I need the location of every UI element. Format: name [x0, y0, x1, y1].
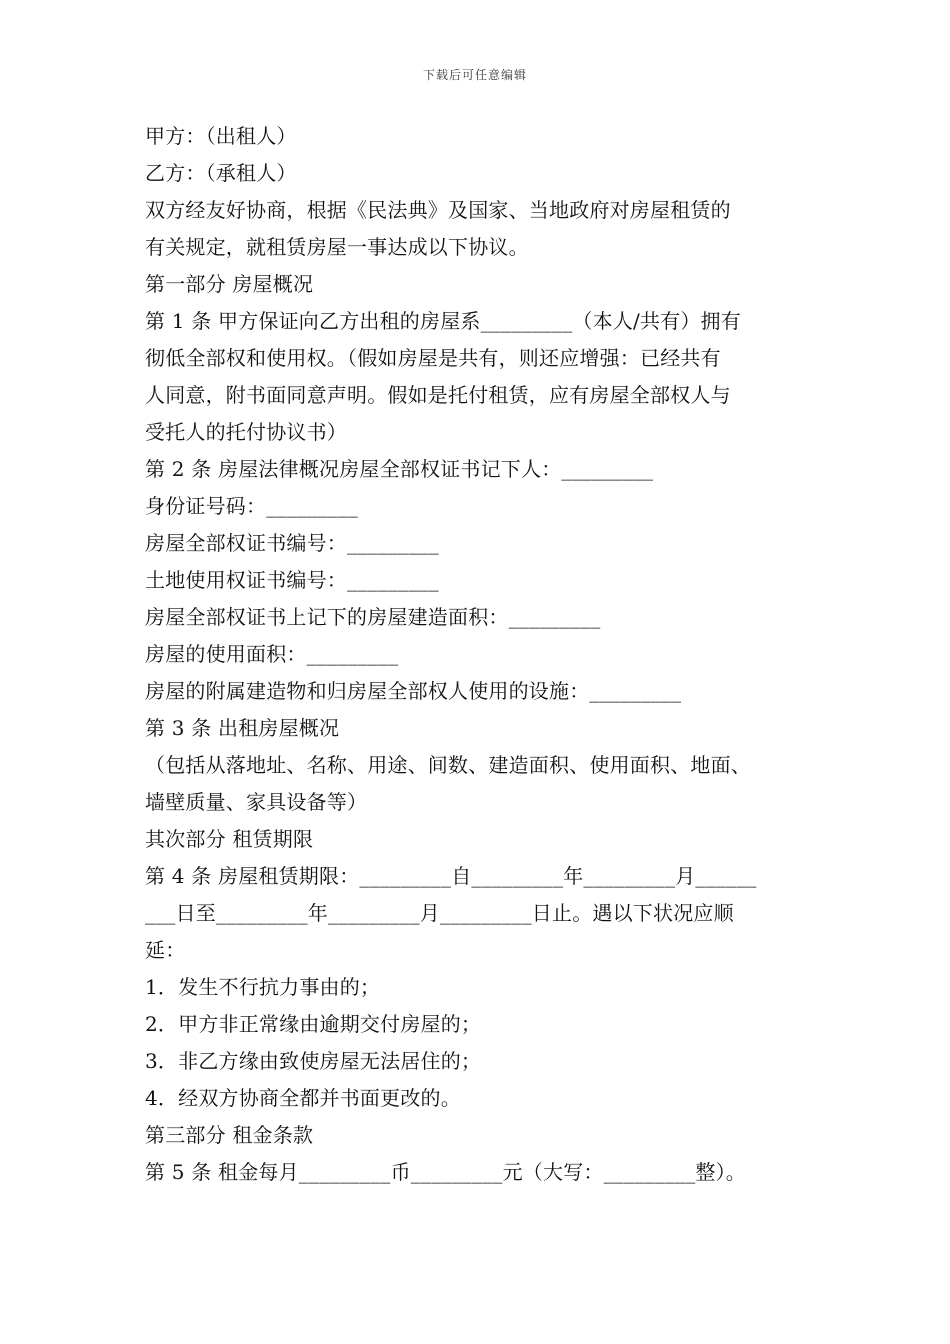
party-a-line: 甲方：（出租人） [145, 124, 297, 148]
article-4-line-2: ___日至_________年_________月_________日止。遇以下状况应顺 [145, 901, 734, 925]
part-two-heading: 其次部分 租赁期限 [145, 827, 314, 851]
article-3-line-2: 墙壁质量、家具设备等） [145, 790, 368, 814]
id-number-field: 身份证号码：_________ [145, 494, 358, 518]
article-1-line-1: 第 1 条 甲方保证向乙方出租的房屋系_________（本人/共有）拥有 [145, 309, 741, 333]
article-2-line: 第 2 条 房屋法律概况房屋全部权证书记下人：_________ [145, 457, 654, 481]
facilities-field: 房屋的附属建造物和归房屋全部权人使用的设施：_________ [145, 679, 682, 703]
article-3-heading: 第 3 条 出租房屋概况 [145, 716, 340, 740]
list-item-1: 1．发生不行抗力事由的； [145, 975, 381, 999]
list-item-2: 2．甲方非正常缘由逾期交付房屋的； [145, 1012, 482, 1036]
article-1-line-2: 彻低全部权和使用权。（假如房屋是共有，则还应增强：已经共有 [145, 346, 721, 370]
document-body [145, 118, 825, 1191]
page-header: 下载后可任意编辑 [422, 68, 527, 82]
article-4-line-1: 第 4 条 房屋租赁期限：_________自_________年_________月______ [145, 864, 757, 888]
article-5-line: 第 5 条 租金每月_________币_________元（大写：_________整）。 [145, 1160, 746, 1184]
preamble-line-1: 双方经友好协商，根据《民法典》及国家、当地政府对房屋租赁的 [145, 198, 731, 222]
article-1-line-3: 人同意，附书面同意声明。假如是托付租赁，应有房屋全部权人与 [145, 383, 731, 407]
building-area-field: 房屋全部权证书上记下的房屋建造面积：_________ [145, 605, 601, 629]
list-item-4: 4．经双方协商全都并书面更改的。 [145, 1086, 461, 1110]
usable-area-field: 房屋的使用面积：_________ [145, 642, 399, 666]
land-cert-number-field: 土地使用权证书编号：_________ [145, 568, 439, 592]
party-b-line: 乙方：（承租人） [145, 161, 297, 185]
article-3-line-1: （包括从落地址、名称、用途、间数、建造面积、使用面积、地面、 [145, 753, 751, 777]
list-item-3: 3．非乙方缘由致使房屋无法居住的； [145, 1049, 482, 1073]
part-three-heading: 第三部分 租金条款 [145, 1123, 314, 1147]
article-1-line-4: 受托人的托付协议书） [145, 420, 347, 444]
part-one-heading: 第一部分 房屋概况 [145, 272, 314, 296]
preamble-line-2: 有关规定，就租赁房屋一事达成以下协议。 [145, 235, 529, 259]
article-4-line-3: 延： [145, 938, 186, 962]
ownership-cert-number-field: 房屋全部权证书编号：_________ [145, 531, 439, 555]
